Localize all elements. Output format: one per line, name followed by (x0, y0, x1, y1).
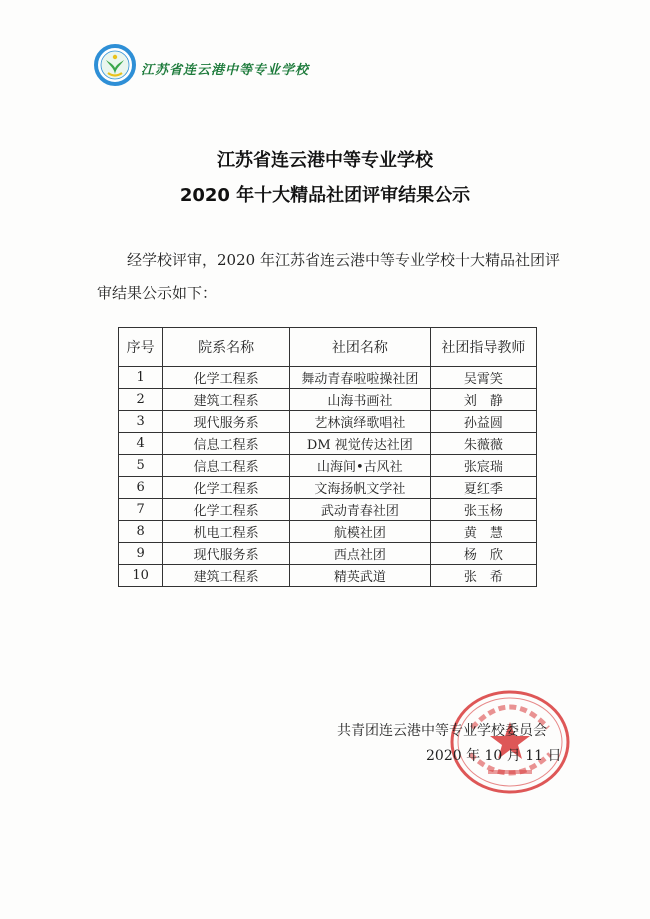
table-row (119, 521, 537, 543)
cell-teacher: 刘 静 (430, 389, 536, 411)
cell-department: 化学工程系 (163, 499, 289, 521)
red-official-seal-icon (448, 688, 572, 796)
table-row (119, 499, 537, 521)
cell-club: 艺林演绎歌唱社 (289, 411, 430, 433)
cell-teacher: 吴霄笑 (430, 367, 536, 389)
school-name-script: 江苏省连云港中等专业学校 (141, 63, 310, 78)
cell-teacher: 夏红季 (430, 477, 536, 499)
header-club: 社团名称 (289, 328, 430, 367)
table-header-row (119, 328, 537, 367)
cell-club: DM 视觉传达社团 (289, 433, 430, 455)
cell-teacher: 张玉杨 (430, 499, 536, 521)
cell-number: 5 (119, 455, 163, 477)
cell-teacher: 张 希 (430, 565, 536, 587)
table-row (119, 367, 537, 389)
cell-department: 现代服务系 (163, 411, 289, 433)
header-teacher: 社团指导教师 (430, 328, 536, 367)
cell-teacher: 孙益圆 (430, 411, 536, 433)
header-number: 序号 (119, 328, 163, 367)
table-row (119, 455, 537, 477)
cell-club: 山海书画社 (289, 389, 430, 411)
cell-club: 西点社团 (289, 543, 430, 565)
cell-department: 建筑工程系 (163, 389, 289, 411)
cell-teacher: 杨 欣 (430, 543, 536, 565)
cell-club: 武动青春社团 (289, 499, 430, 521)
table-row (119, 565, 537, 587)
cell-club: 山海间•古风社 (289, 455, 430, 477)
cell-number: 10 (119, 565, 163, 587)
cell-number: 9 (119, 543, 163, 565)
cell-number: 6 (119, 477, 163, 499)
cell-club: 精英武道 (289, 565, 430, 587)
cell-number: 3 (119, 411, 163, 433)
cell-department: 机电工程系 (163, 521, 289, 543)
table-row (119, 411, 537, 433)
cell-number: 7 (119, 499, 163, 521)
cell-teacher: 黄 慧 (430, 521, 536, 543)
header-department: 院系名称 (163, 328, 289, 367)
cell-department: 信息工程系 (163, 455, 289, 477)
title-announcement: 2020 年十大精品社团评审结果公示 (179, 185, 471, 206)
cell-number: 8 (119, 521, 163, 543)
cell-teacher: 张宸瑞 (430, 455, 536, 477)
intro-paragraph: 经学校评审，2020 年江苏省连云港中等专业学校十大精品社团评审结果公示如下： (97, 251, 560, 302)
cell-club: 航模社团 (289, 521, 430, 543)
announcement-date: 2020 年 10 月 11 日 (426, 748, 562, 764)
table-row (119, 477, 537, 499)
table-row (119, 389, 537, 411)
committee-signature: 共青团连云港中等专业学校委员会 (337, 723, 547, 739)
cell-department: 化学工程系 (163, 477, 289, 499)
cell-club: 舞动青春啦啦操社团 (289, 367, 430, 389)
table-row (119, 543, 537, 565)
cell-club: 文海扬帆文学社 (289, 477, 430, 499)
cell-teacher: 朱薇薇 (430, 433, 536, 455)
school-emblem-icon (94, 44, 136, 86)
table-row (119, 433, 537, 455)
cell-number: 1 (119, 367, 163, 389)
cell-department: 信息工程系 (163, 433, 289, 455)
cell-department: 化学工程系 (163, 367, 289, 389)
cell-number: 4 (119, 433, 163, 455)
cell-number: 2 (119, 389, 163, 411)
cell-department: 现代服务系 (163, 543, 289, 565)
cell-department: 建筑工程系 (163, 565, 289, 587)
clubs-table (118, 327, 537, 587)
title-school-name: 江苏省连云港中等专业学校 (217, 150, 433, 171)
